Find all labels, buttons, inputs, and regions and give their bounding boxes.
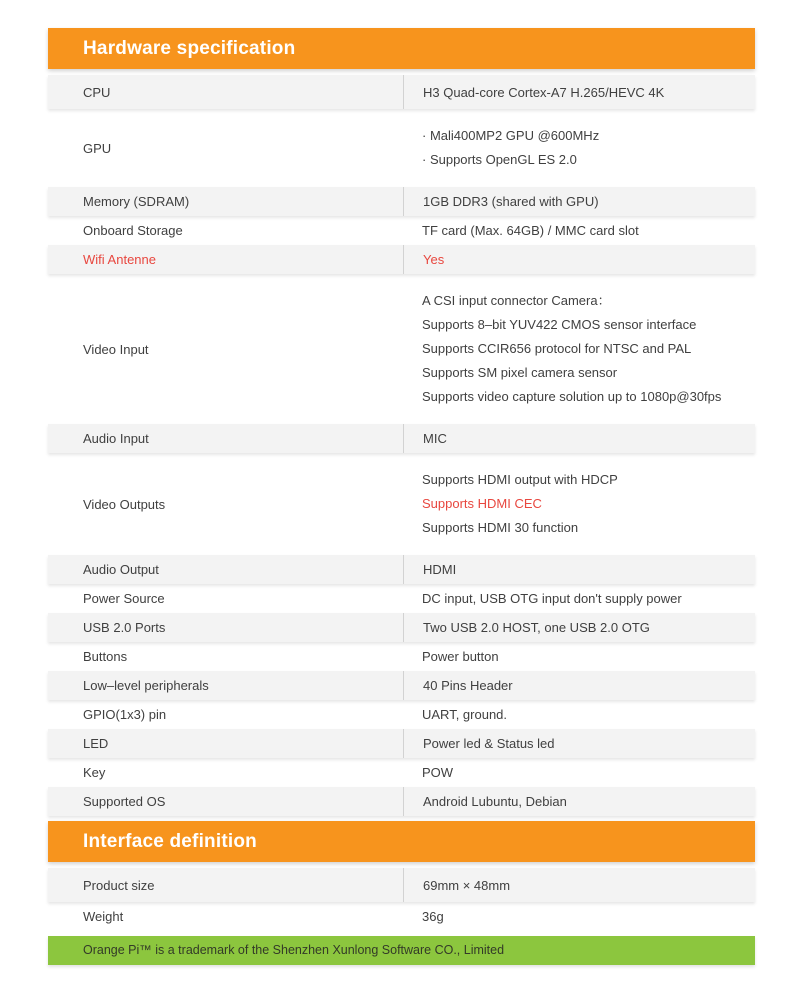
hardware-spec-table — [48, 75, 755, 816]
spec-row — [48, 555, 755, 584]
spec-row — [48, 642, 755, 671]
row-label: Video Outputs — [83, 496, 166, 512]
row-label: GPU — [83, 140, 112, 156]
spec-row — [48, 245, 755, 274]
row-label: Low–level peripherals — [83, 678, 209, 693]
row-value-line: Supports SM pixel camera sensor — [422, 365, 618, 380]
row-value-line: POW — [422, 765, 454, 780]
spec-row — [48, 671, 755, 700]
row-label: Wifi Antenne — [83, 252, 156, 267]
row-value — [403, 289, 755, 409]
row-label: Product size — [83, 877, 155, 893]
row-value-line: Power led & Status led — [423, 736, 555, 751]
spec-row — [48, 700, 755, 729]
row-value — [403, 468, 755, 540]
row-value — [403, 584, 755, 613]
trademark-footer: Orange Pi™ is a trademark of the Shenzhen Xunlong Software CO., Limited — [48, 936, 755, 965]
spec-row — [48, 787, 755, 816]
row-value — [403, 245, 755, 274]
spec-row — [48, 758, 755, 787]
row-value — [403, 424, 755, 453]
row-label: GPIO(1x3) pin — [83, 707, 167, 722]
row-value-line: · Supports OpenGL ES 2.0 — [422, 152, 577, 167]
row-label: CPU — [83, 84, 111, 100]
row-value-line: Supports 8–bit YUV422 CMOS sensor interface — [422, 317, 697, 332]
row-value — [403, 124, 755, 172]
row-value-line: Supports HDMI 30 function — [422, 520, 579, 535]
row-label: Video Input — [83, 341, 149, 357]
spec-row — [48, 274, 755, 424]
spec-row — [48, 216, 755, 245]
row-value-line: H3 Quad-core Cortex-A7 H.265/HEVC 4K — [423, 84, 665, 100]
row-value-line: 36g — [422, 909, 444, 924]
hardware-specification-header: Hardware specification — [48, 28, 755, 69]
row-label: Weight — [83, 909, 124, 924]
row-value-line: Supports CCIR656 protocol for NTSC and PAL — [422, 341, 692, 356]
row-label: LED — [83, 736, 109, 751]
row-value-line: Android Lubuntu, Debian — [423, 794, 567, 809]
spec-sheet — [48, 28, 755, 965]
spec-row — [48, 902, 755, 931]
row-value-line: UART, ground. — [422, 707, 508, 722]
row-value — [403, 671, 755, 700]
spec-row — [48, 75, 755, 109]
row-value-line: A CSI input connector Camera： — [422, 293, 611, 308]
row-value-line: DC input, USB OTG input don't supply power — [422, 591, 682, 606]
interface-definition-header: Interface definition — [48, 821, 755, 862]
row-value-line: Supports HDMI CEC — [422, 496, 542, 511]
row-value-line: 40 Pins Header — [423, 678, 513, 693]
row-value-line: Power button — [422, 649, 499, 664]
row-label: Supported OS — [83, 794, 166, 809]
row-value-line: · Mali400MP2 GPU @600MHz — [422, 128, 600, 143]
row-value — [403, 868, 755, 902]
row-label: Audio Input — [83, 431, 149, 446]
row-label: Memory (SDRAM) — [83, 194, 190, 209]
spec-row — [48, 424, 755, 453]
row-label: Onboard Storage — [83, 223, 183, 238]
row-value — [403, 700, 755, 729]
row-value — [403, 75, 755, 109]
row-value-line: 69mm × 48mm — [423, 877, 511, 893]
spec-row — [48, 613, 755, 642]
row-value — [403, 187, 755, 216]
row-value-line: Two USB 2.0 HOST, one USB 2.0 OTG — [423, 620, 650, 635]
row-value-line: Supports HDMI output with HDCP — [422, 472, 618, 487]
spec-row — [48, 453, 755, 555]
row-label: Audio Output — [83, 562, 159, 577]
row-label: USB 2.0 Ports — [83, 620, 166, 635]
row-label: Key — [83, 765, 106, 780]
row-value-line: Supports video capture solution up to 1080p@30fps — [422, 389, 722, 404]
spec-row — [48, 584, 755, 613]
row-value-line: Yes — [423, 252, 445, 267]
row-value — [403, 216, 755, 245]
row-value-line: TF card (Max. 64GB) / MMC card slot — [422, 223, 639, 238]
row-value-line: 1GB DDR3 (shared with GPU) — [423, 194, 599, 209]
spec-row — [48, 187, 755, 216]
spec-row — [48, 109, 755, 187]
row-value-line: MIC — [423, 431, 447, 446]
row-value — [403, 787, 755, 816]
row-label: Power Source — [83, 591, 165, 606]
row-value — [403, 758, 755, 787]
interface-definition-table — [48, 868, 755, 931]
row-value — [403, 729, 755, 758]
row-value — [403, 642, 755, 671]
row-value — [403, 555, 755, 584]
spec-row — [48, 868, 755, 902]
row-value — [403, 613, 755, 642]
row-label: Buttons — [83, 649, 128, 664]
row-value-line: HDMI — [423, 562, 457, 577]
spec-row — [48, 729, 755, 758]
row-value — [403, 902, 755, 931]
